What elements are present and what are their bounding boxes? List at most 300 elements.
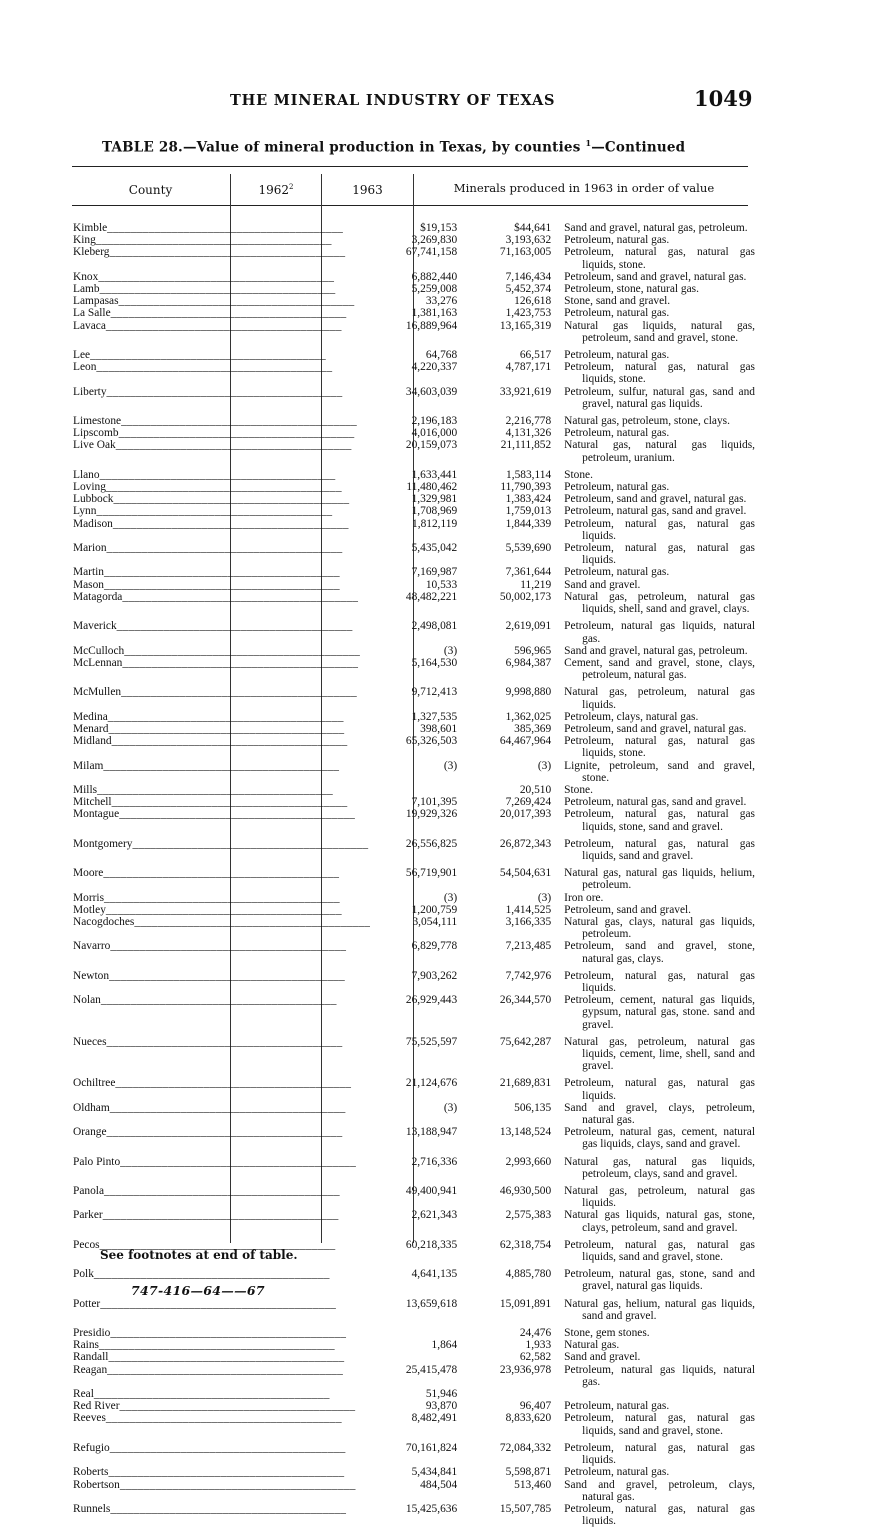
table-body xyxy=(73,222,755,1527)
dot-leader: ________________________________________ xyxy=(107,222,343,234)
county-name: Midland xyxy=(73,735,112,748)
minerals-text: Cement, sand and gravel, stone, clays, petroleum, natural gas. xyxy=(564,656,755,682)
minerals-text: Stone, gem stones. xyxy=(564,1327,650,1340)
minerals-text: Petroleum, sand and gravel, natural gas. xyxy=(564,270,747,283)
minerals-cell xyxy=(556,1364,755,1388)
table-row xyxy=(73,1151,755,1180)
county-cell xyxy=(73,862,370,891)
county-cell xyxy=(73,657,370,681)
value-1963: 1,844,339 xyxy=(505,517,552,530)
minerals-text: Natural gas, petroleum, natural gas liquids. xyxy=(564,1185,755,1210)
county-name: Runnels xyxy=(73,1502,111,1515)
value-1962: 2,621,343 xyxy=(411,1209,458,1222)
table-row xyxy=(73,481,755,493)
table-row xyxy=(73,916,755,940)
title-footnote-mark: 1 xyxy=(585,138,592,148)
county-name: Maverick xyxy=(73,620,117,633)
running-head: THE MINERAL INDUSTRY OF TEXAS xyxy=(230,92,556,109)
county-cell xyxy=(73,307,370,319)
dot-leader: ________________________________________ xyxy=(106,385,343,398)
value-1963: 385,369 xyxy=(514,722,552,735)
table-row xyxy=(73,681,755,710)
value-1963: 50,002,173 xyxy=(499,590,552,603)
minerals-text: Lignite, petroleum, sand and gravel, stone. xyxy=(564,759,755,784)
county-cell xyxy=(73,1388,370,1400)
county-cell xyxy=(73,1072,370,1101)
minerals-text: Petroleum, natural gas. xyxy=(564,566,670,579)
value-1962: 51,946 xyxy=(425,1388,458,1401)
minerals-text: Petroleum, sand and gravel, stone, natural gas, clays. xyxy=(564,940,755,965)
table-row xyxy=(73,542,755,566)
minerals-text: Petroleum, natural gas. xyxy=(564,481,670,494)
value-1962: 25,415,478 xyxy=(405,1363,458,1376)
minerals-cell xyxy=(556,1209,755,1233)
dot-leader: ________________________________________ xyxy=(109,246,346,259)
table-row xyxy=(73,1180,755,1209)
value-1962: 4,016,000 xyxy=(411,427,458,440)
header-1962-text: 1962 xyxy=(258,183,290,197)
value-1963: 2,619,091 xyxy=(505,620,552,633)
minerals-cell xyxy=(556,386,755,410)
dot-leader: ________________________________________ xyxy=(119,1478,356,1491)
minerals-cell xyxy=(556,723,755,735)
table-row xyxy=(73,464,755,481)
minerals-text: Petroleum, natural gas, natural gas liquids. xyxy=(564,542,755,567)
dot-leader: ________________________________________ xyxy=(108,1351,345,1364)
table-row xyxy=(73,994,755,1031)
table-title-text: TABLE 28.—Value of mineral production in Texas, by counties xyxy=(102,139,581,156)
minerals-cell xyxy=(556,1322,755,1339)
county-name: Roberts xyxy=(73,1466,109,1479)
minerals-cell xyxy=(556,481,755,493)
county-cell xyxy=(73,320,370,344)
minerals-cell xyxy=(556,439,755,463)
county-cell xyxy=(73,222,370,234)
dot-leader: ________________________________________ xyxy=(112,517,349,530)
county-name: Lavaca xyxy=(73,319,106,332)
minerals-text: Petroleum, natural gas. xyxy=(564,1466,670,1479)
value-1963: 513,460 xyxy=(514,1478,552,1491)
dot-leader: ________________________________________ xyxy=(106,1126,343,1139)
value-1962: 9,712,413 xyxy=(411,686,458,699)
value-1963: 596,965 xyxy=(514,644,552,657)
minerals-cell xyxy=(556,1388,755,1400)
value-1963: 62,318,754 xyxy=(499,1238,552,1251)
value-1963: 75,642,287 xyxy=(499,1035,552,1048)
table-row xyxy=(73,361,755,385)
dot-leader: ________________________________________ xyxy=(105,481,342,494)
minerals-text: Natural gas, helium, natural gas liquids, sand and gravel. xyxy=(564,1297,755,1322)
dot-leader: ________________________________________ xyxy=(97,783,333,796)
table-row xyxy=(73,1400,755,1412)
county-cell xyxy=(73,1364,370,1388)
minerals-text: Petroleum, natural gas, natural gas liquids, stone. xyxy=(564,735,755,760)
county-name: Ochiltree xyxy=(73,1077,116,1090)
county-cell xyxy=(73,505,370,517)
value-1962: 6,829,778 xyxy=(411,940,458,953)
minerals-cell xyxy=(556,234,755,246)
dot-leader: ________________________________________ xyxy=(110,940,347,953)
value-1963: 5,452,374 xyxy=(505,283,552,296)
minerals-text: Petroleum, clays, natural gas. xyxy=(564,710,699,723)
minerals-cell xyxy=(556,833,755,862)
minerals-cell xyxy=(556,808,755,832)
table-row xyxy=(73,493,755,505)
value-1962: 11,480,462 xyxy=(406,481,458,494)
minerals-cell xyxy=(556,916,755,940)
table-row xyxy=(73,1072,755,1101)
county-cell xyxy=(73,1503,370,1527)
table-row xyxy=(73,246,755,270)
value-1963: 4,787,171 xyxy=(505,361,552,374)
minerals-cell xyxy=(556,344,755,361)
county-name: Palo Pinto xyxy=(73,1155,121,1168)
value-1962: 70,161,824 xyxy=(405,1441,458,1454)
dot-leader: ________________________________________ xyxy=(90,349,326,362)
value-1963: 2,575,383 xyxy=(505,1209,552,1222)
county-name: Madison xyxy=(73,517,113,530)
county-name: Rains xyxy=(73,1339,99,1352)
county-cell xyxy=(73,994,370,1031)
county-name: Medina xyxy=(73,710,108,723)
dot-leader: ________________________________________ xyxy=(96,505,333,518)
minerals-cell xyxy=(556,1339,755,1351)
value-1962: 7,101,395 xyxy=(411,796,458,809)
minerals-text: Natural gas, clays, natural gas liquids, petroleum. xyxy=(564,915,755,941)
dot-leader: ________________________________________ xyxy=(108,1466,345,1479)
value-1963: 72,084,332 xyxy=(499,1441,552,1454)
dot-leader: ________________________________________ xyxy=(100,994,337,1007)
value-1963: 7,742,976 xyxy=(505,969,552,982)
value-1963: 506,135 xyxy=(514,1101,552,1114)
county-cell xyxy=(73,1102,370,1126)
minerals-text: Petroleum, cement, natural gas liquids, gypsum, natural gas, stone. sand and gravel. xyxy=(564,994,755,1031)
value-1962: 5,164,530 xyxy=(411,656,458,669)
county-name: Real xyxy=(73,1388,94,1401)
value-1963: 126,618 xyxy=(514,295,552,308)
dot-leader: ________________________________________ xyxy=(105,319,342,332)
table-row xyxy=(73,1479,755,1503)
value-1963: 62,582 xyxy=(519,1351,552,1364)
dot-leader: ________________________________________ xyxy=(106,1035,343,1048)
value-1963: 46,930,500 xyxy=(499,1185,552,1198)
header-minerals: Minerals produced in 1963 in order of value xyxy=(453,181,715,195)
county-name: Randall xyxy=(73,1351,109,1364)
table-row xyxy=(73,735,755,759)
minerals-text: Sand and gravel. xyxy=(564,1351,641,1364)
value-1962: 13,659,618 xyxy=(405,1297,458,1310)
minerals-cell xyxy=(556,1503,755,1527)
minerals-cell xyxy=(556,1479,755,1503)
minerals-text: Natural gas. xyxy=(564,1339,620,1352)
value-1963: 1,423,753 xyxy=(505,307,552,320)
county-name: Nolan xyxy=(73,994,101,1007)
value-1963: 24,476 xyxy=(519,1327,552,1340)
county-name: McCulloch xyxy=(73,644,125,657)
table-row xyxy=(73,410,755,427)
value-1962: 34,603,039 xyxy=(405,385,458,398)
minerals-cell xyxy=(556,892,755,904)
table-row xyxy=(73,892,755,904)
county-cell xyxy=(73,386,370,410)
county-cell xyxy=(73,439,370,463)
print-code: 747-416—64——67 xyxy=(131,1283,265,1298)
table-row xyxy=(73,1031,755,1073)
dot-leader: ________________________________________ xyxy=(121,686,357,699)
value-1962: 15,425,636 xyxy=(405,1502,458,1515)
minerals-text: Petroleum, natural gas, natural gas liquids, sand and gravel, stone. xyxy=(564,1412,755,1437)
minerals-cell xyxy=(556,940,755,964)
minerals-text: Petroleum, natural gas, cement, natural gas liquids, clays, sand and gravel. xyxy=(564,1126,755,1151)
top-rule xyxy=(72,166,748,167)
dot-leader: ________________________________________ xyxy=(107,710,344,723)
dot-leader: ________________________________________ xyxy=(109,1101,346,1114)
table-row xyxy=(73,1437,755,1466)
value-1963: 20,017,393 xyxy=(499,808,552,821)
dot-leader: ________________________________________ xyxy=(134,915,371,928)
value-1963: 5,539,690 xyxy=(505,542,552,555)
minerals-text: Natural gas, natural gas liquids, petroleum, uranium. xyxy=(564,439,755,464)
minerals-text: Petroleum, sand and gravel. xyxy=(564,903,692,916)
dot-leader: ________________________________________ xyxy=(93,1388,330,1401)
table-row xyxy=(73,808,755,832)
dot-leader: ________________________________________ xyxy=(115,1077,352,1090)
minerals-cell xyxy=(556,222,755,234)
value-1962: 64,768 xyxy=(425,349,458,362)
value-1962: 1,633,441 xyxy=(411,468,458,481)
minerals-cell xyxy=(556,1466,755,1478)
table-row xyxy=(73,862,755,891)
table-row xyxy=(73,427,755,439)
minerals-cell xyxy=(556,591,755,615)
minerals-cell xyxy=(556,1351,755,1363)
value-1962 xyxy=(370,784,460,796)
table-row xyxy=(73,283,755,295)
value-1962: 60,218,335 xyxy=(405,1238,458,1251)
dot-leader: ________________________________________ xyxy=(110,1502,347,1515)
minerals-text: Petroleum, natural gas. xyxy=(564,234,670,247)
minerals-cell xyxy=(556,1102,755,1126)
county-name: Kimble xyxy=(73,222,108,234)
table-row xyxy=(73,1412,755,1436)
dot-leader: ________________________________________ xyxy=(99,1238,336,1251)
table-row xyxy=(73,591,755,615)
minerals-cell xyxy=(556,862,755,891)
county-cell xyxy=(73,904,370,916)
value-1962: 1,864 xyxy=(431,1339,458,1352)
minerals-cell xyxy=(556,784,755,796)
value-1963: 1,759,013 xyxy=(505,505,552,518)
county-name: Orange xyxy=(73,1126,107,1139)
dot-leader: ________________________________________ xyxy=(96,361,333,374)
value-1963: 71,163,005 xyxy=(499,246,552,259)
value-1962: 4,641,135 xyxy=(411,1268,458,1281)
dot-leader: ________________________________________ xyxy=(118,295,355,308)
minerals-cell xyxy=(556,320,755,344)
county-cell xyxy=(73,760,370,784)
header-rule xyxy=(72,205,748,206)
minerals-cell xyxy=(556,427,755,439)
minerals-cell xyxy=(556,657,755,681)
county-cell xyxy=(73,940,370,964)
county-name: Martin xyxy=(73,566,105,579)
county-cell xyxy=(73,681,370,710)
minerals-cell xyxy=(556,760,755,784)
value-1962: 21,124,676 xyxy=(405,1077,458,1090)
table-row xyxy=(73,784,755,796)
table-row xyxy=(73,965,755,994)
minerals-cell xyxy=(556,1263,755,1292)
minerals-text: Sand and gravel, petroleum, clays, natural gas. xyxy=(564,1478,755,1503)
minerals-text: Petroleum, natural gas, natural gas liquids. xyxy=(564,1502,755,1527)
county-cell xyxy=(73,295,370,307)
table-row xyxy=(73,1503,755,1527)
minerals-text: Natural gas liquids, natural gas, stone, clays, petroleum, sand and gravel. xyxy=(564,1209,755,1234)
table-title-suffix: —Continued xyxy=(591,139,686,156)
dot-leader: ________________________________________ xyxy=(104,1185,340,1198)
county-cell xyxy=(73,361,370,385)
value-1963: 13,148,524 xyxy=(499,1126,552,1139)
value-1962: 13,188,947 xyxy=(405,1126,458,1139)
value-1962: 2,716,336 xyxy=(411,1155,458,1168)
value-1963: 26,872,343 xyxy=(499,837,552,850)
header-1963: 1963 xyxy=(352,183,383,197)
header-county: County xyxy=(128,183,173,197)
county-cell xyxy=(73,1031,370,1073)
value-1963: 7,213,485 xyxy=(505,940,552,953)
footnote: See footnotes at end of table. xyxy=(100,1248,298,1262)
minerals-cell xyxy=(556,965,755,994)
minerals-text: Petroleum, natural gas, sand and gravel. xyxy=(564,796,747,809)
county-name: McMullen xyxy=(73,686,122,699)
header-1962 xyxy=(231,183,321,197)
county-cell xyxy=(73,542,370,566)
county-cell xyxy=(73,711,370,723)
table-row xyxy=(73,796,755,808)
minerals-text: Natural gas liquids, natural gas, petroleum, sand and gravel, stone. xyxy=(564,319,755,344)
county-cell xyxy=(73,410,370,427)
minerals-cell xyxy=(556,735,755,759)
minerals-cell xyxy=(556,711,755,723)
county-name: Menard xyxy=(73,722,109,735)
dot-leader: ________________________________________ xyxy=(122,590,359,603)
county-name: Potter xyxy=(73,1297,101,1310)
value-1962: 20,159,073 xyxy=(405,439,458,452)
dot-leader: ________________________________________ xyxy=(110,307,347,320)
county-name: Parker xyxy=(73,1209,103,1222)
county-name: Motley xyxy=(73,903,106,916)
minerals-cell xyxy=(556,579,755,591)
value-1963: 7,146,434 xyxy=(505,270,552,283)
value-1963: 1,583,114 xyxy=(506,468,552,481)
county-name: Kleberg xyxy=(73,246,110,259)
county-name: Lampasas xyxy=(73,295,119,308)
county-cell xyxy=(73,344,370,361)
table-title xyxy=(102,138,685,156)
county-cell xyxy=(73,1412,370,1436)
county-name: Pecos xyxy=(73,1238,100,1251)
dot-leader: ________________________________________ xyxy=(120,1155,356,1168)
county-cell xyxy=(73,1437,370,1466)
county-name: Lee xyxy=(73,349,91,362)
county-cell xyxy=(73,723,370,735)
county-name: Navarro xyxy=(73,940,111,953)
minerals-cell xyxy=(556,615,755,644)
county-name: Milam xyxy=(73,759,104,772)
dot-leader: ________________________________________ xyxy=(103,759,340,772)
dot-leader: ________________________________________ xyxy=(109,1441,346,1454)
value-1962: 7,903,262 xyxy=(411,969,458,982)
county-cell xyxy=(73,283,370,295)
minerals-cell xyxy=(556,1151,755,1180)
minerals-text: Natural gas, natural gas liquids, petroleum, clays, sand and gravel. xyxy=(564,1155,755,1180)
value-1963: 4,885,780 xyxy=(505,1268,552,1281)
dot-leader: ________________________________________ xyxy=(118,427,355,440)
dot-leader: ________________________________________ xyxy=(100,1297,337,1310)
county-cell xyxy=(73,427,370,439)
table-row xyxy=(73,320,755,344)
county-name: Reagan xyxy=(73,1363,108,1376)
value-1962: 5,434,841 xyxy=(411,1466,458,1479)
county-name: Llano xyxy=(73,468,100,481)
dot-leader: ________________________________________ xyxy=(119,808,355,821)
value-1963 xyxy=(460,1388,556,1400)
county-cell xyxy=(73,271,370,283)
county-name: Refugio xyxy=(73,1441,110,1454)
table-row xyxy=(73,940,755,964)
table-row xyxy=(73,1322,755,1339)
county-name: King xyxy=(73,234,96,247)
dot-leader: ________________________________________ xyxy=(109,969,345,982)
table-row xyxy=(73,518,755,542)
value-1962: 2,196,183 xyxy=(411,415,458,428)
minerals-cell xyxy=(556,271,755,283)
county-name: Liberty xyxy=(73,385,107,398)
minerals-cell xyxy=(556,295,755,307)
table-row xyxy=(73,723,755,735)
county-name: Limestone xyxy=(73,415,122,428)
minerals-cell xyxy=(556,566,755,578)
minerals-text: Petroleum, natural gas, natural gas liquids, stone. xyxy=(564,246,755,271)
table-row xyxy=(73,234,755,246)
county-name: Polk xyxy=(73,1268,94,1281)
minerals-cell xyxy=(556,681,755,710)
county-cell xyxy=(73,833,370,862)
value-1963: 9,998,880 xyxy=(505,686,552,699)
value-1962: 1,812,119 xyxy=(412,517,458,530)
value-1962: 19,929,326 xyxy=(405,808,458,821)
county-cell xyxy=(73,1180,370,1209)
dot-leader: ________________________________________ xyxy=(124,644,361,657)
county-name: Matagorda xyxy=(73,590,123,603)
table-row xyxy=(73,833,755,862)
county-cell xyxy=(73,892,370,904)
minerals-text: Sand and gravel, natural gas, petroleum. xyxy=(564,644,748,657)
minerals-cell xyxy=(556,1031,755,1073)
value-1962: 1,327,535 xyxy=(411,710,458,723)
county-cell xyxy=(73,796,370,808)
value-1963: $44,641 xyxy=(514,222,552,234)
minerals-text: Petroleum, sulfur, natural gas, sand and gravel, natural gas liquids. xyxy=(564,385,755,410)
table-row xyxy=(73,271,755,283)
dot-leader: ________________________________________ xyxy=(116,620,353,633)
value-1962: 26,929,443 xyxy=(405,994,458,1007)
value-1963: 33,921,619 xyxy=(499,385,552,398)
value-1962: 75,525,597 xyxy=(405,1035,458,1048)
county-name: Montgomery xyxy=(73,837,133,850)
dot-leader: ________________________________________ xyxy=(98,270,335,283)
minerals-cell xyxy=(556,542,755,566)
